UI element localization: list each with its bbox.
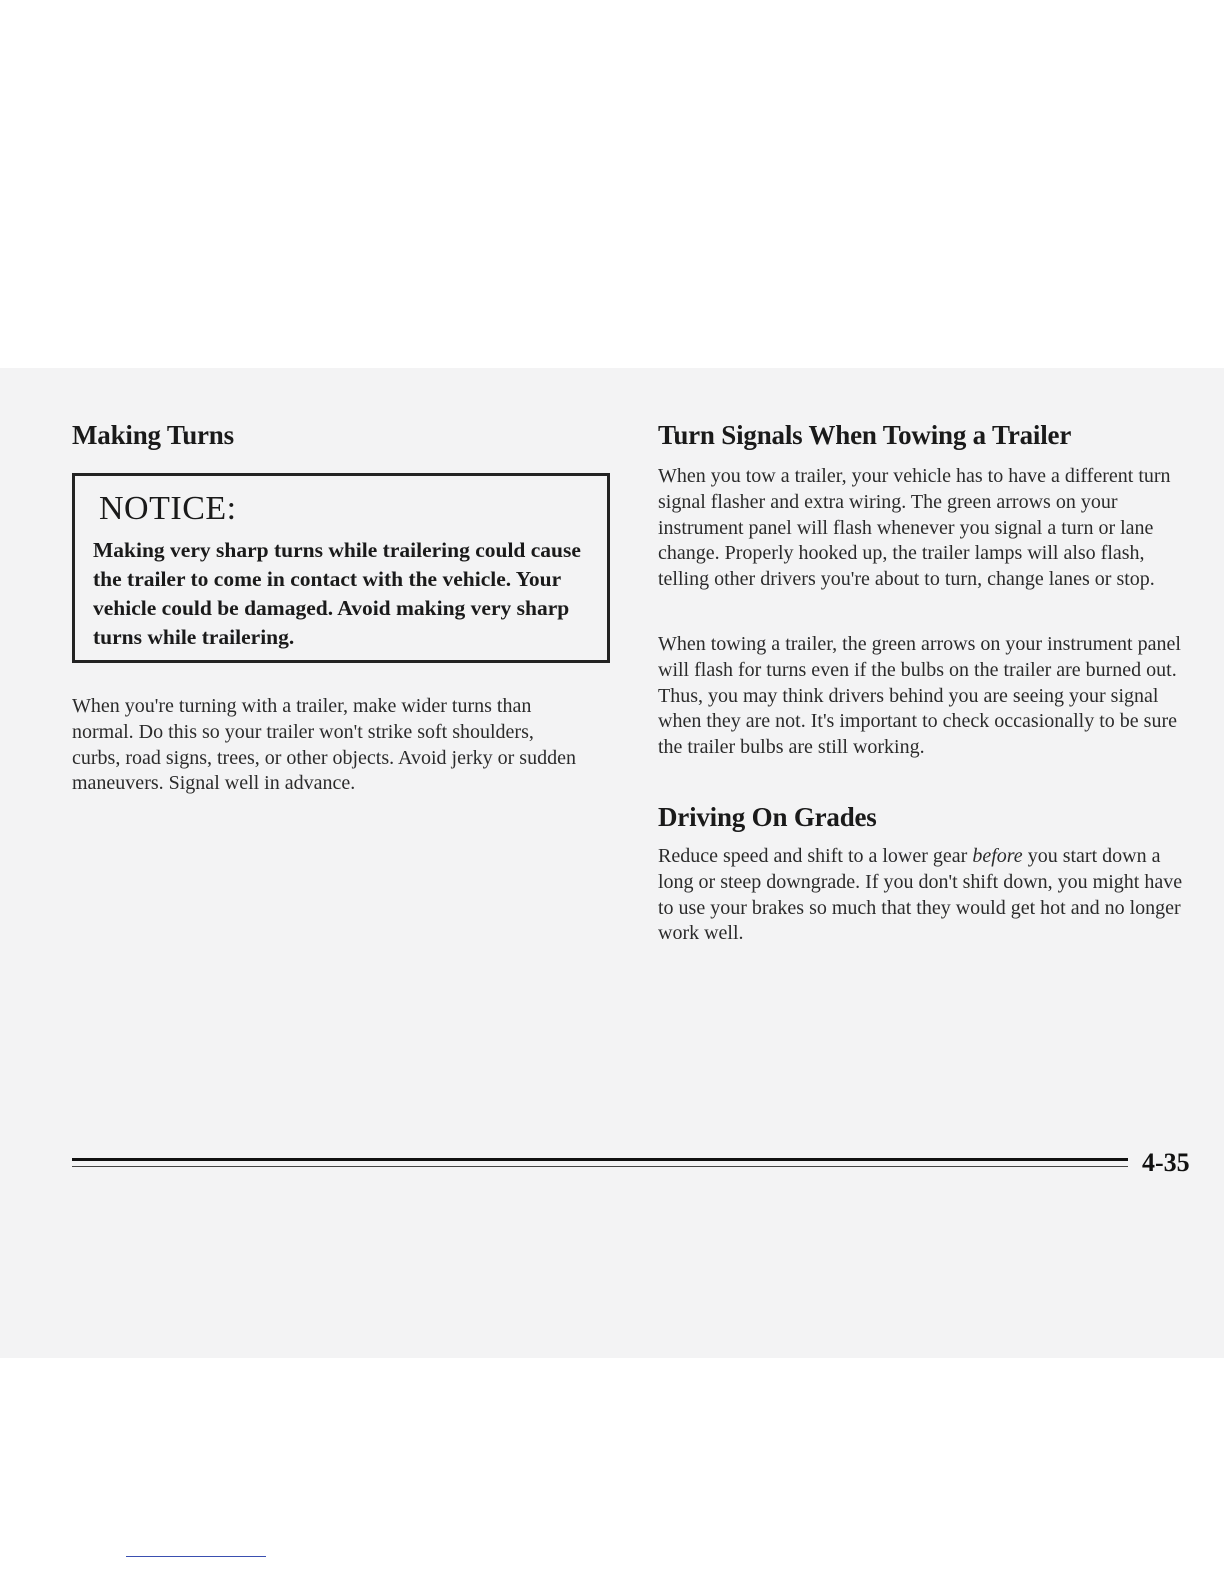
- footer-rule-thin: [72, 1166, 1128, 1167]
- grades-text-after: you start down a long or steep downgrade. If you don't shift down, you might have to use your brakes so much that they would get hot and no longer work well.: [658, 845, 1183, 945]
- making-turns-paragraph: When you're turning with a trailer, make wider turns than normal. Do this so your trailer won't strike soft shoulders, curbs, road signs, trees, or other objects. Avoid jerky or sudden maneuvers. Signal well in advance.: [72, 695, 576, 795]
- notice-text: Making very sharp turns while trailering could cause the trailer to come in contact with the vehicle. Your vehicle could be damaged. Avoid making very sharp turns while trailering.: [93, 538, 581, 649]
- driving-on-grades-paragraph: [658, 844, 1188, 947]
- driving-on-grades-heading: Driving On Grades: [658, 802, 877, 832]
- page-content: [0, 368, 1224, 1358]
- turn-signals-heading: Turn Signals When Towing a Trailer: [658, 420, 1072, 450]
- notice-box: [72, 473, 610, 663]
- making-turns-heading: Making Turns: [72, 420, 234, 450]
- bottom-link-underline: [126, 1556, 266, 1557]
- footer-rule-thick: [72, 1158, 1128, 1161]
- grades-emphasis: before: [972, 845, 1023, 867]
- turn-signals-paragraph-2: When towing a trailer, the green arrows on your instrument panel will flash for turns even if the bulbs on the trailer are burned out. Thus, you may think drivers behind you are seeing your signal when they are not. It's important to check occasionally to be sure the trailer bulbs are still working.: [658, 633, 1181, 759]
- grades-text-before: Reduce speed and shift to a lower gear: [658, 845, 973, 867]
- notice-title: NOTICE:: [99, 490, 237, 527]
- turn-signals-paragraph-1: When you tow a trailer, your vehicle has to have a different turn signal flasher and extra wiring. The green arrows on your instrument panel will flash whenever you signal a turn or lane change. Properly hooked up, the trailer lamps will also flash, telling other drivers you're about to turn, change lanes or stop.: [658, 465, 1171, 591]
- page-number: 4-35: [1142, 1148, 1190, 1177]
